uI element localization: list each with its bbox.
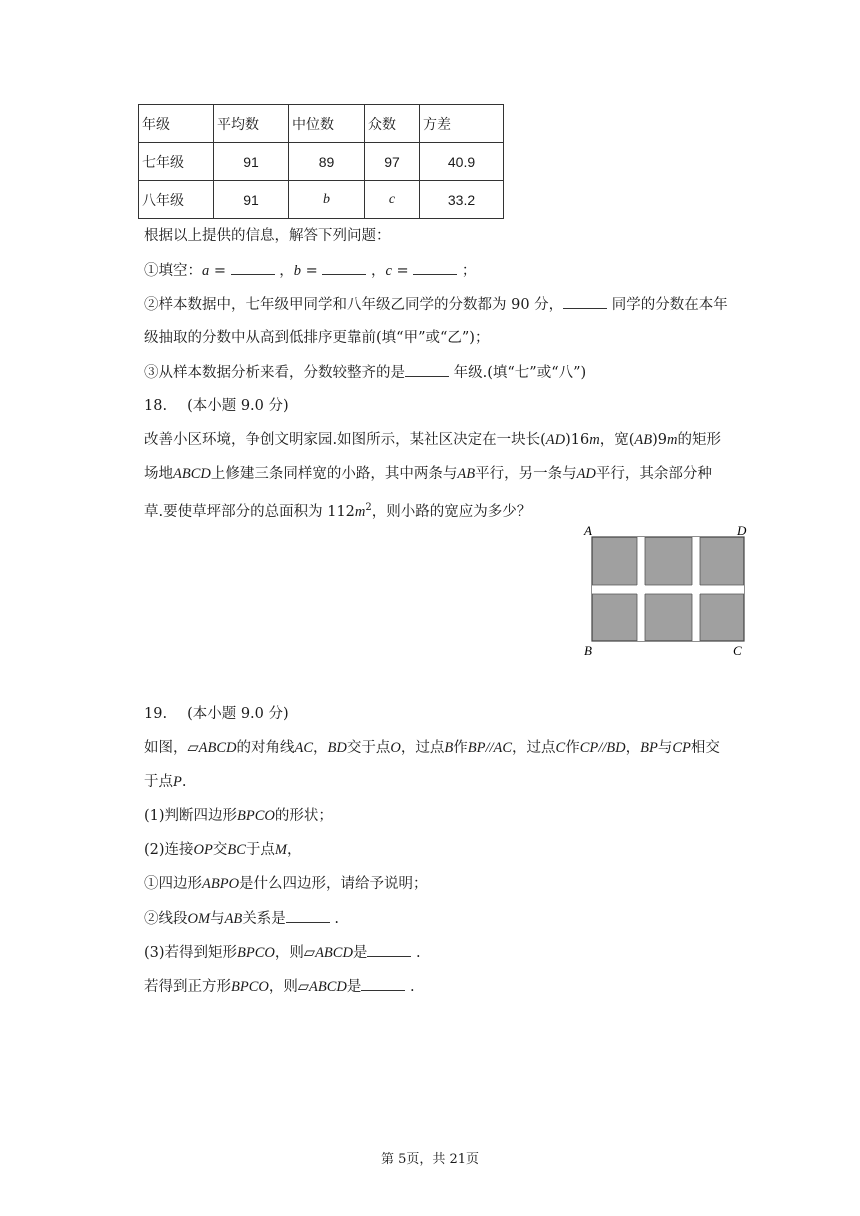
q19-sub4 (144, 976, 415, 997)
math: BPCO (237, 945, 275, 961)
table-cell: c (365, 181, 420, 219)
q19-line2 (144, 772, 186, 792)
text: 关系是 (242, 911, 286, 927)
text: ， (287, 842, 302, 858)
text: 草.要使草坪部分的总面积为 112 (144, 503, 355, 520)
superscript: 2 (365, 502, 372, 513)
q19-sub2-part2 (144, 908, 339, 929)
math: ABCD (309, 979, 347, 995)
path-horizontal (592, 585, 744, 594)
equals-sign: = (391, 263, 414, 279)
math: BP (640, 740, 658, 756)
text: (3)若得到矩形 (144, 945, 238, 961)
math: C (555, 740, 566, 756)
math: O (390, 740, 401, 756)
text: ，则小路的宽应为多少？ (371, 503, 532, 520)
q19-line1 (144, 738, 720, 758)
math: BD (327, 740, 347, 756)
answer-blank-a (231, 260, 275, 275)
text: 场地 (144, 466, 173, 482)
q17-part2-after: 同学的分数在本年 (607, 297, 728, 313)
q18-line2 (144, 464, 712, 484)
text: (1)判断四边形 (144, 808, 238, 824)
text: 改善小区环境，争创文明家园.如图所示，某社区决定在一块长( (144, 432, 546, 448)
text: ②线段 (144, 911, 188, 927)
math: B (444, 740, 454, 756)
table-row (139, 143, 504, 181)
label-b: B (584, 643, 592, 658)
table-cell: 七年级 (139, 143, 214, 181)
text: ①四边形 (144, 876, 202, 892)
page-footer: 第 5页，共 21页 (380, 1152, 480, 1167)
table-cell: 33.2 (420, 181, 504, 219)
text: 相交 (690, 740, 720, 756)
math: m (589, 432, 600, 448)
text: . (329, 911, 339, 927)
q19-heading (144, 704, 289, 724)
math: CP (672, 740, 691, 756)
q18-heading (144, 396, 289, 416)
q17-part3-text: ③从样本数据分析来看，分数较整齐的是 (144, 365, 405, 381)
math: AD (576, 466, 596, 482)
answer-blank-grade (405, 362, 449, 377)
q19-sub2 (144, 840, 302, 860)
answer-blank-c (413, 260, 457, 275)
table-cell: 40.9 (420, 143, 504, 181)
text: )16 (565, 432, 590, 448)
table-cell: 89 (289, 143, 365, 181)
text: . (405, 979, 415, 995)
math: ABCD (173, 466, 211, 482)
q18-line1 (144, 430, 721, 450)
answer-blank-rectangle (367, 942, 411, 957)
text: 的对角线 (236, 740, 295, 756)
text: 平行，另一条与 (475, 466, 577, 482)
var-c: c (385, 263, 392, 279)
text: 于点 (245, 842, 275, 858)
q17-part1-prefix: ①填空： (144, 263, 202, 279)
math: ABCD (315, 945, 353, 961)
text: 交 (212, 842, 228, 858)
math: BPCO (231, 979, 269, 995)
q18-line3 (144, 498, 531, 522)
text: 于点 (144, 774, 173, 790)
math: ABPO (202, 876, 240, 892)
text: 的形状； (274, 808, 333, 824)
math: m (354, 503, 366, 520)
question-score: (本小题 9.0 分) (187, 706, 289, 722)
q19-sub1 (144, 806, 333, 826)
text: 与 (210, 911, 225, 927)
text: 作 (565, 740, 580, 756)
math: AD (545, 432, 566, 448)
q17-part2-text: ②样本数据中，七年级甲同学和八年级乙同学的分数都为 90 分， (144, 297, 564, 313)
text: ，过点 (400, 740, 445, 756)
table-cell: 91 (214, 181, 289, 219)
q19-sub3 (144, 942, 421, 963)
comma: ， (279, 263, 294, 279)
math: CP//BD (579, 740, 626, 756)
text: 的矩形 (677, 432, 721, 448)
table-cell: 97 (365, 143, 420, 181)
text: . (411, 945, 421, 961)
q17-part3-after: 年级.(填“七”或“八”) (449, 365, 587, 381)
equals-sign: = (209, 263, 231, 279)
math: BP//AC (467, 740, 513, 756)
math: OP (193, 842, 213, 858)
math: BC (227, 842, 246, 858)
text: ， (625, 740, 641, 756)
var-b: b (293, 263, 301, 279)
text: ，过点 (512, 740, 556, 756)
question-number: 18. (144, 398, 168, 414)
math: BPCO (237, 808, 275, 824)
text: ，宽( (599, 432, 635, 448)
answer-blank-square (361, 976, 405, 991)
question-score: (本小题 9.0 分) (187, 398, 289, 414)
table-header-cell: 年级 (139, 105, 214, 143)
answer-blank-student (563, 294, 607, 309)
math: AB (224, 911, 243, 927)
label-c: C (733, 643, 742, 658)
table-header-cell: 众数 (365, 105, 420, 143)
statistics-table (138, 104, 504, 219)
table-header-row (139, 105, 504, 143)
table-row (139, 181, 504, 219)
text: 是什么四边形，请给予说明； (239, 876, 428, 892)
q17-part2-line1 (144, 294, 728, 315)
label-a: A (584, 523, 592, 538)
text: 平行，其余部分种 (595, 466, 712, 482)
table-header-cell: 方差 (420, 105, 504, 143)
text: )9 (652, 432, 667, 448)
math: m (666, 432, 678, 448)
math: AB (634, 432, 653, 448)
math: AB (457, 466, 476, 482)
label-d: D (737, 523, 747, 538)
answer-blank-relation (286, 908, 330, 923)
table-header-cell: 中位数 (289, 105, 365, 143)
text: ，则▱ (274, 945, 316, 961)
text: ，则▱ (268, 979, 310, 995)
text: 与 (657, 740, 673, 756)
table-header-cell: 平均数 (214, 105, 289, 143)
math: OM (187, 911, 211, 927)
table-cell: b (289, 181, 365, 219)
text: 交于点 (346, 740, 391, 756)
comma: ， (370, 263, 386, 279)
q17-part1 (144, 260, 476, 281)
q17-part3 (144, 362, 586, 383)
instruction-text: 根据以上提供的信息，解答下列问题： (144, 228, 391, 244)
question-number: 19. (144, 706, 168, 722)
q17-part2-line2: 级抽取的分数中从高到低排序更靠前(填“甲”或“乙”)； (144, 330, 490, 346)
text: . (181, 774, 187, 790)
text: 上修建三条同样宽的小路，其中两条与 (210, 466, 458, 482)
text: 若得到正方形 (144, 979, 231, 995)
equals-sign: = (300, 263, 323, 279)
table-cell: 91 (214, 143, 289, 181)
text: 是 (346, 979, 362, 995)
table-cell: 八年级 (139, 181, 214, 219)
text: 作 (453, 740, 468, 756)
rectangle-field-figure (580, 522, 752, 660)
math: P (173, 774, 182, 790)
answer-blank-b (322, 260, 366, 275)
math: AC (294, 740, 314, 756)
text: ， (313, 740, 328, 756)
text: 是 (352, 945, 368, 961)
var-a: a (202, 263, 210, 279)
text: 如图，▱ (144, 740, 199, 756)
math: ABCD (198, 740, 237, 756)
math: M (274, 842, 288, 858)
text: (2)连接 (144, 842, 194, 858)
semicolon: ； (461, 263, 477, 279)
q19-sub2-part1 (144, 874, 428, 894)
